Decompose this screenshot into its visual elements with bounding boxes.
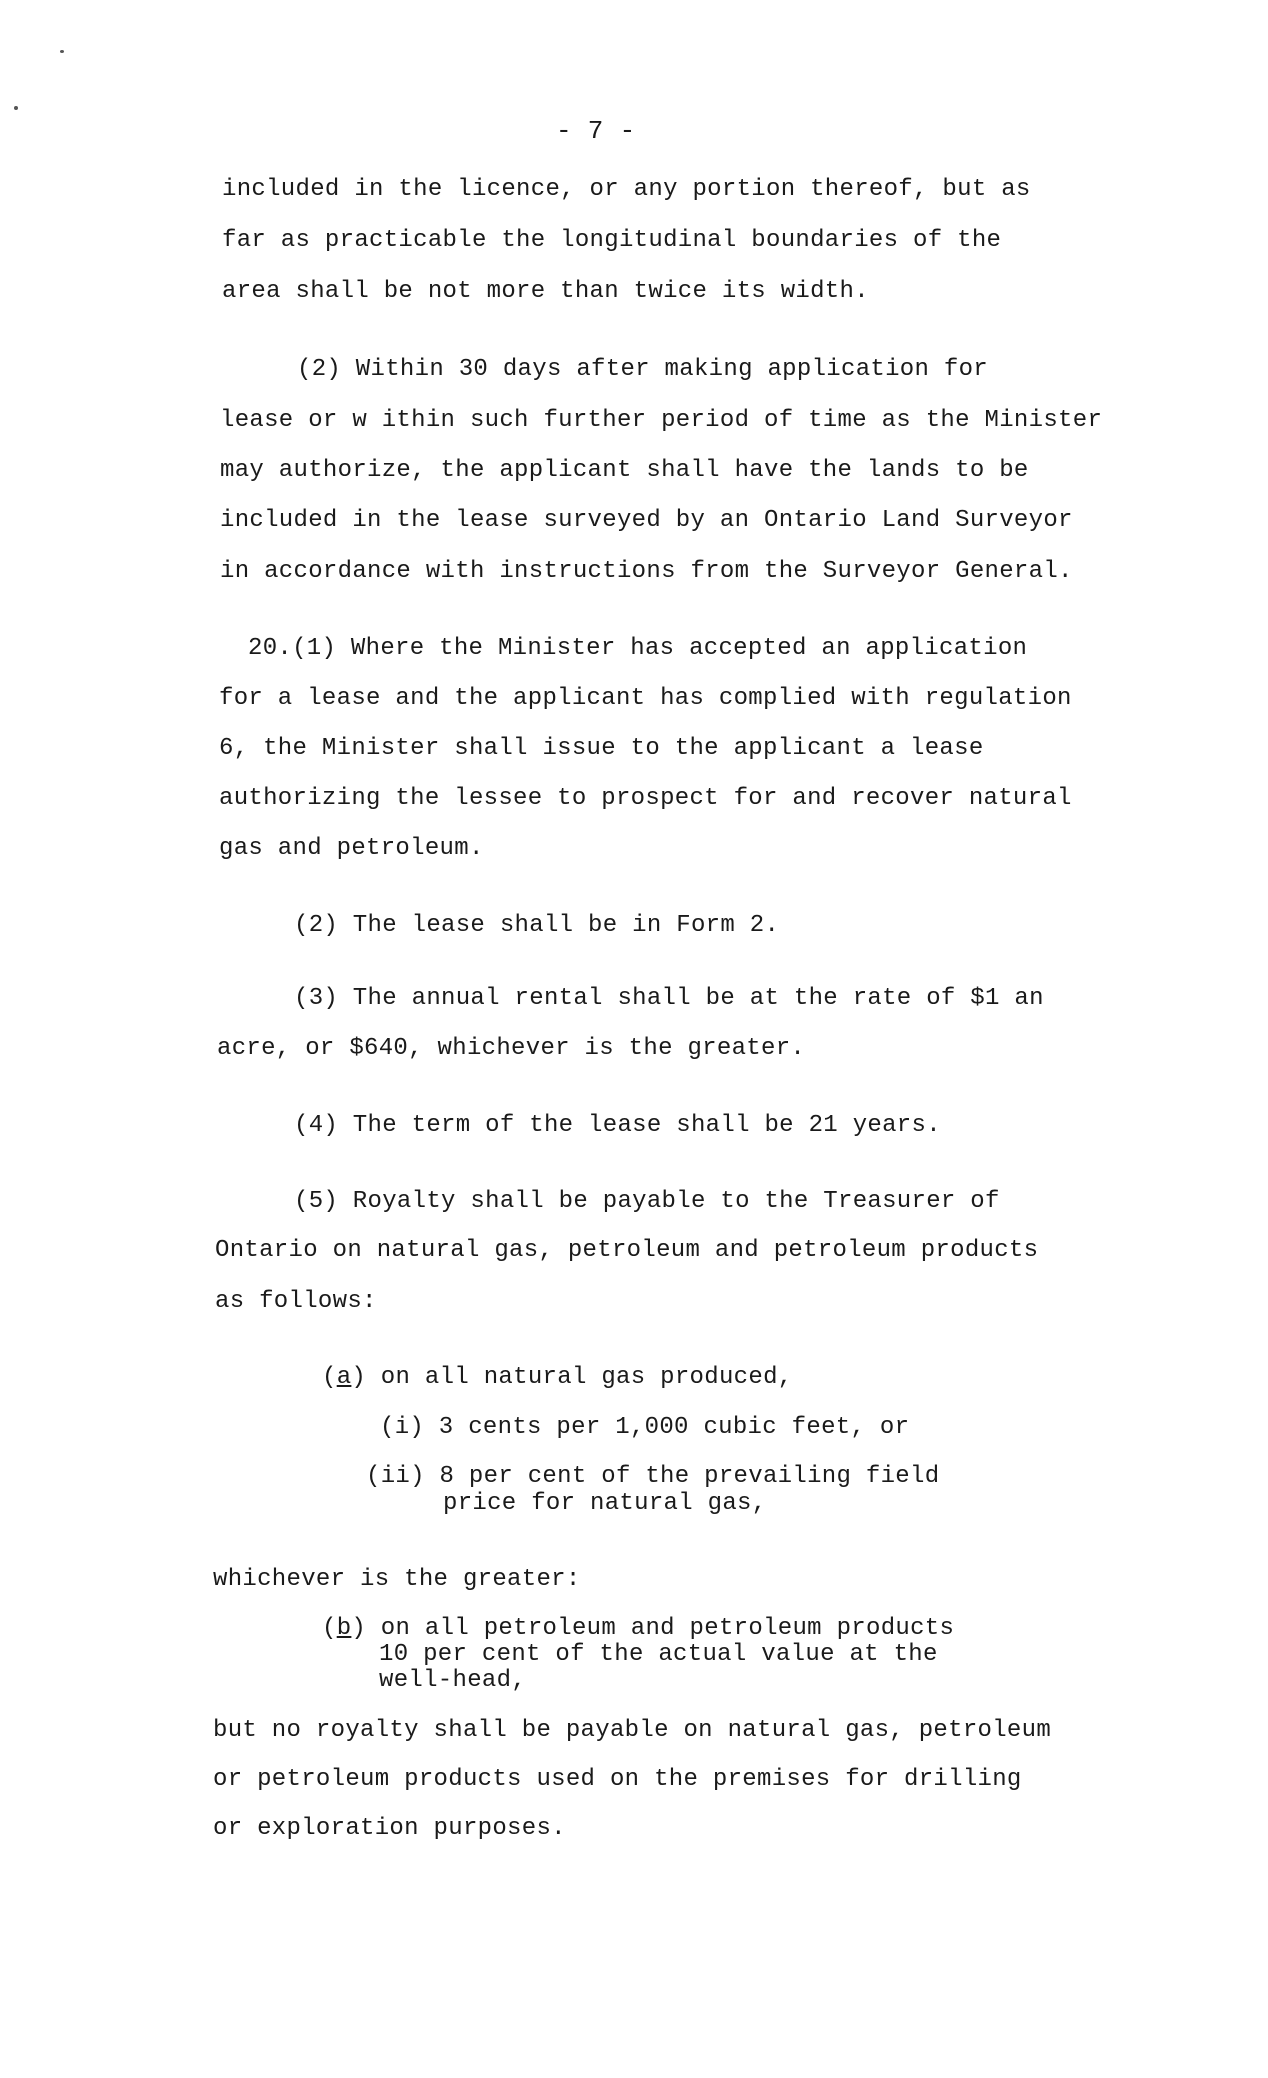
subclause-ii-cont: price for natural gas, xyxy=(443,1490,767,1517)
body-line: Ontario on natural gas, petroleum and petroleum products xyxy=(215,1237,1039,1264)
clause-b-cont: 10 per cent of the actual value at the xyxy=(379,1641,938,1668)
body-line: for a lease and the applicant has complied with regulation xyxy=(219,685,1072,712)
body-line: acre, or $640, whichever is the greater. xyxy=(217,1035,806,1062)
body-line: area shall be not more than twice its width. xyxy=(222,278,869,305)
body-line: or petroleum products used on the premises for drilling xyxy=(213,1766,1022,1793)
subclause-i: (i) 3 cents per 1,000 cubic feet, or xyxy=(380,1414,910,1441)
body-line: but no royalty shall be payable on natural gas, petroleum xyxy=(213,1717,1052,1744)
body-line: far as practicable the longitudinal boundaries of the xyxy=(222,227,1002,254)
clause-letter: b xyxy=(336,1615,352,1642)
body-line: (2) Within 30 days after making application for xyxy=(297,356,989,383)
body-line: whichever is the greater: xyxy=(213,1566,581,1593)
body-line: lease or w ithin such further period of time as the Minister xyxy=(220,407,1103,434)
body-line: in accordance with instructions from the Surveyor General. xyxy=(220,558,1073,585)
clause-text: ) on all petroleum and petroleum products xyxy=(351,1615,955,1642)
clause-a xyxy=(322,1364,792,1392)
body-line: (2) The lease shall be in Form 2. xyxy=(294,912,780,939)
body-line: (4) The term of the lease shall be 21 years. xyxy=(294,1112,941,1139)
body-line: 6, the Minister shall issue to the applicant a lease xyxy=(219,735,984,762)
body-line: may authorize, the applicant shall have the lands to be xyxy=(220,457,1029,484)
clause-b xyxy=(322,1615,954,1643)
body-line: or exploration purposes. xyxy=(213,1815,566,1842)
body-line: (3) The annual rental shall be at the rate of $1 an xyxy=(294,985,1044,1012)
scan-speck xyxy=(14,106,18,110)
clause-b-cont: well-head, xyxy=(379,1667,527,1694)
body-line: included in the lease surveyed by an Ontario Land Surveyor xyxy=(220,507,1073,534)
body-line: gas and petroleum. xyxy=(219,835,484,862)
clause-open-paren: ( xyxy=(322,1615,337,1642)
subclause-ii: (ii) 8 per cent of the prevailing field xyxy=(366,1463,940,1490)
body-line: included in the licence, or any portion thereof, but as xyxy=(222,176,1031,203)
body-line: as follows: xyxy=(215,1288,377,1315)
body-line: authorizing the lessee to prospect for and recover natural xyxy=(219,785,1072,812)
clause-text: ) on all natural gas produced, xyxy=(351,1364,793,1391)
scan-speck xyxy=(60,50,64,53)
page-number: - 7 - xyxy=(556,116,636,146)
clause-letter: a xyxy=(336,1364,352,1391)
body-line: (5) Royalty shall be payable to the Treasurer of xyxy=(294,1188,1000,1215)
clause-open-paren: ( xyxy=(322,1364,337,1391)
body-line: 20.(1) Where the Minister has accepted an application xyxy=(248,635,1028,662)
